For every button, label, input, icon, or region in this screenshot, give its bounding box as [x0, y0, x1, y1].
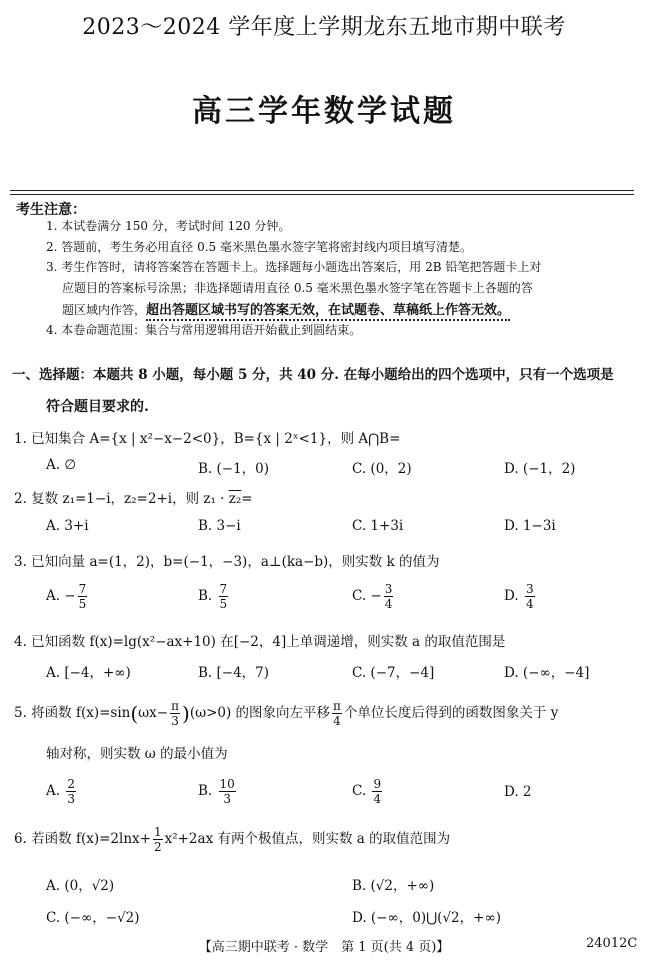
question-1-option-a: A. ∅ — [46, 457, 77, 473]
fraction: $\frac{3}{4}$ — [525, 582, 534, 611]
fraction: $\frac{\pi}{3}$ — [171, 699, 179, 728]
question-3-option-c — [352, 583, 395, 610]
section-heading: 一、选择题：本题共 8 小题，每小题 5 分，共 40 分. 在每小题给出的四个选项中，只有一个选项是 — [12, 367, 614, 383]
question-5-stem: 5. 将函数 f(x)=sin(ωx− $\frac{\pi}{3}$ )(ω>0) 的图象向左平移 $\frac{\pi}{4}$ 个单位长度后得到的函数图象关于 y — [14, 699, 559, 728]
question-2-option-c: C. 1+3i — [352, 518, 404, 534]
option-label: A. − — [46, 588, 76, 604]
question-4-option-b: B. [−4，7) — [198, 665, 270, 681]
fraction: $\frac{3}{4}$ — [384, 582, 393, 611]
question-6-option-b: B. (√2，+∞) — [352, 878, 435, 894]
question-1-option-d: D. (−1，2) — [504, 461, 576, 477]
divider-top — [10, 190, 634, 191]
fraction: $\frac{\pi}{4}$ — [333, 699, 341, 728]
option-label: D. — [504, 588, 523, 604]
notice-item-3-line-3 — [62, 299, 510, 318]
question-6-option-c: C. (−∞，−√2) — [46, 910, 140, 926]
exam-series-title: 2023～2024 学年度上学期龙东五地市期中联考 — [82, 15, 566, 40]
section-heading-line-2: 符合题目要求的. — [46, 399, 149, 415]
question-1-option-c: C. (0，2) — [352, 461, 412, 477]
option-label: B. — [198, 588, 217, 604]
question-2-stem-end: = — [241, 491, 253, 507]
notice-item-2: 2. 答题前，考生务必用直径 0.5 毫米黑色墨水签字笔将密封线内项目填写清楚。 — [46, 240, 472, 254]
question-5-option-b: B. $\frac{10}{3}$ — [198, 777, 235, 806]
question-6-option-a: A. (0，√2) — [46, 878, 115, 894]
notice-item-3-line-1: 3. 考生作答时，请将答案答在答题卡上。选择题每小题选出答案后，用 2B 铅笔把答题卡上对 — [46, 260, 542, 274]
question-6-option-d: D. (−∞，0)⋃(√2，+∞) — [352, 910, 501, 926]
fraction: $\frac{9}{4}$ — [373, 777, 382, 806]
question-5-option-a: A. $\frac{2}{3}$ — [46, 777, 75, 806]
fraction: $\frac{1}{2}$ — [153, 825, 162, 854]
question-2-stem-text: 2. 复数 z₁=1−i，z₂=2+i，则 z₁ · — [14, 491, 229, 507]
notice-item-3-line-2: 应题目的答案标号涂黑；非选择题请用直径 0.5 毫米黑色墨水签字笔在答题卡上各题的答 — [62, 281, 533, 295]
fraction: $\frac{10}{3}$ — [219, 777, 235, 806]
question-4-option-d: D. (−∞，−4] — [504, 665, 590, 681]
question-4-option-c: C. (−7，−4] — [352, 665, 435, 681]
question-5-option-c: C. $\frac{9}{4}$ — [352, 777, 382, 806]
notice-item-1: 1. 本试卷满分 150 分，考试时间 120 分钟。 — [46, 219, 291, 233]
exam-code: 24012C — [586, 936, 638, 951]
question-4-option-a: A. [−4，+∞) — [46, 665, 131, 681]
question-2-stem — [14, 487, 253, 507]
question-4-stem: 4. 已知函数 f(x)=lg(x²−ax+10) 在[−2，4]上单调递增，则实数 a 的取值范围是 — [14, 634, 506, 650]
notice-heading: 考生注意： — [16, 202, 86, 218]
question-5-option-d: D. 2 — [504, 784, 532, 800]
page-title: 高三学年数学试题 — [192, 94, 456, 129]
question-2-conjugate: z₂ — [228, 491, 242, 507]
fraction: $\frac{7}{5}$ — [78, 582, 87, 611]
question-5-stem-line-2: 轴对称，则实数 ω 的最小值为 — [46, 746, 228, 762]
option-label: C. − — [352, 588, 382, 604]
page-footer: 【高三期中联考 · 数学 第 1 页(共 4 页)】 — [198, 940, 450, 955]
question-6-stem: 6. 若函数 f(x)=2lnx+ $\frac{1}{2}$ x²+2ax 有两个极值点，则实数 a 的取值范围为 — [14, 825, 451, 854]
notice-item-3-emphasis: 超出答题区域书写的答案无效，在试题卷、草稿纸上作答无效。 — [146, 303, 510, 321]
question-2-option-b: B. 3−i — [198, 518, 241, 534]
notice-item-3-plain: 题区域内作答， — [62, 303, 147, 317]
question-3-option-d — [504, 583, 537, 610]
question-3-option-a — [46, 583, 89, 610]
question-3-option-b — [198, 583, 230, 610]
fraction: $\frac{7}{5}$ — [219, 582, 228, 611]
notice-item-4: 4. 本卷命题范围：集合与常用逻辑用语开始截止到圆结束。 — [46, 323, 362, 337]
question-1-option-b: B. (−1，0) — [198, 461, 270, 477]
question-3-stem: 3. 已知向量 a=(1，2)，b=(−1，−3)，a⊥(ka−b)，则实数 k 的值为 — [14, 554, 440, 570]
fraction: $\frac{2}{3}$ — [67, 777, 75, 806]
question-2-option-d: D. 1−3i — [504, 518, 556, 534]
divider-bottom — [10, 194, 634, 195]
question-2-option-a: A. 3+i — [46, 518, 89, 534]
question-1-stem: 1. 已知集合 A={x | x²−x−2<0}，B={x | 2ˣ<1}，则 A⋂B= — [14, 431, 401, 447]
